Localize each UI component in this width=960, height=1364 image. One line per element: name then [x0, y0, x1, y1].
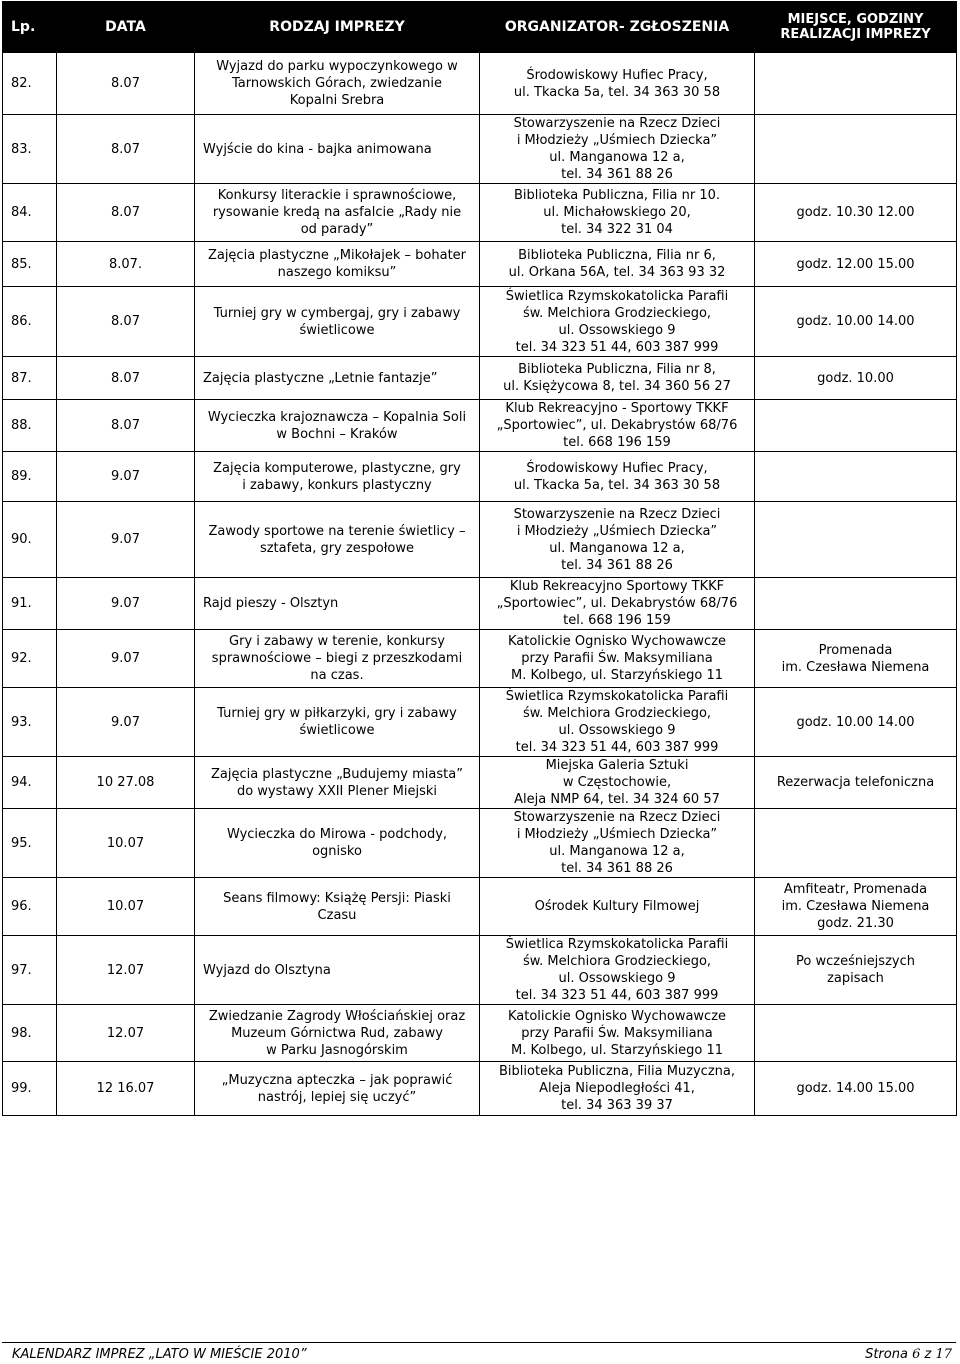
row-lp-text: 91. — [11, 596, 32, 611]
row-lp-text: 86. — [11, 314, 32, 329]
row-organizer — [480, 502, 755, 578]
row-date-text: 12.07 — [106, 1025, 145, 1041]
row-organizer — [480, 452, 755, 502]
row-lp — [3, 757, 57, 809]
row-lp — [3, 115, 57, 184]
row-place-time — [755, 809, 957, 878]
header-organizer: ORGANIZATOR- ZGŁOSZENIA — [480, 2, 755, 53]
table-row — [3, 1062, 957, 1116]
row-lp-text: 90. — [11, 532, 32, 547]
row-organizer — [480, 578, 755, 630]
row-event-type — [195, 184, 480, 242]
row-date-text: 9.07 — [111, 651, 140, 666]
row-date-text: 12.07 — [106, 962, 145, 978]
row-organizer — [480, 688, 755, 757]
row-event-type-text: Zajęcia plastyczne „Budujemy miasta” do wystawy XXII Plener Miejski — [211, 766, 463, 799]
row-organizer-text: Stowarzyszenie na Rzecz Dzieci i Młodzieży „Uśmiech Dziecka” ul. Manganowa 12 a, tel. 34 361 88 26 — [513, 810, 721, 876]
row-lp-text: 98. — [11, 1025, 32, 1041]
row-organizer-text: Katolickie Ognisko Wychowawcze przy Parafii Św. Maksymiliana M. Kolbego, ul. Starzyńskiego 11 — [507, 1008, 727, 1058]
row-lp — [3, 630, 57, 688]
page-footer — [0, 1342, 960, 1364]
row-place-time-text: godz. 14.00 15.00 — [796, 1081, 915, 1096]
row-event-type — [195, 1062, 480, 1116]
table-row — [3, 936, 957, 1005]
row-place-time — [755, 630, 957, 688]
row-date — [57, 936, 195, 1005]
table-row — [3, 757, 957, 809]
row-lp-text: 94. — [11, 775, 32, 790]
page-total: 17 — [935, 1347, 952, 1362]
row-organizer-text: Środowiskowy Hufiec Pracy, ul. Tkacka 5a, tel. 34 363 30 58 — [513, 460, 721, 493]
row-lp — [3, 357, 57, 400]
row-event-type — [195, 502, 480, 578]
table-row — [3, 452, 957, 502]
row-place-time — [755, 287, 957, 357]
row-organizer-text: Świetlica Rzymskokatolicka Parafii św. Melchiora Grodzieckiego, ul. Ossowskiego 9 tel. 34 323 51 44, 603 387 999 — [505, 288, 729, 355]
table-row — [3, 242, 957, 287]
table-row — [3, 53, 957, 115]
table-row — [3, 184, 957, 242]
row-event-type-text: Zajęcia plastyczne „Mikołajek – bohater naszego komiksu” — [207, 248, 467, 280]
row-event-type — [195, 115, 480, 184]
row-organizer — [480, 115, 755, 184]
row-lp-text: 95. — [11, 835, 32, 851]
row-event-type-text: Wyjazd do Olsztyna — [203, 962, 331, 978]
row-date-text: 8.07 — [111, 370, 140, 386]
table-row — [3, 287, 957, 357]
row-date-text: 8.07 — [111, 205, 140, 220]
row-event-type-text: Zajęcia komputerowe, plastyczne, gry i zabawy, konkurs plastyczny — [213, 460, 461, 493]
row-event-type — [195, 578, 480, 630]
row-place-time — [755, 878, 957, 936]
row-lp — [3, 688, 57, 757]
row-event-type-text: Rajd pieszy - Olsztyn — [203, 596, 339, 611]
row-organizer — [480, 757, 755, 809]
row-lp — [3, 936, 57, 1005]
row-organizer-text: Biblioteka Publiczna, Filia Muzyczna, Aleja Niepodległości 41, tel. 34 363 39 37 — [499, 1064, 735, 1113]
row-date — [57, 287, 195, 357]
row-organizer-text: Stowarzyszenie na Rzecz Dzieci i Młodzieży „Uśmiech Dziecka” ul. Manganowa 12 a, tel. 34 361 88 26 — [513, 116, 721, 182]
row-event-type-text: Turniej gry w piłkarzyki, gry i zabawy świetlicowe — [217, 706, 457, 738]
row-event-type-text: Zajęcia plastyczne „Letnie fantazje” — [203, 370, 438, 386]
row-date — [57, 809, 195, 878]
row-organizer-text: Środowiskowy Hufiec Pracy, ul. Tkacka 5a, tel. 34 363 30 58 — [513, 67, 721, 100]
row-lp-text: 82. — [11, 76, 32, 91]
row-place-time — [755, 578, 957, 630]
row-lp-text: 85. — [11, 256, 32, 272]
row-organizer — [480, 1005, 755, 1062]
row-date — [57, 452, 195, 502]
footer-divider — [2, 1342, 956, 1343]
row-place-time-text: godz. 12.00 15.00 — [796, 256, 915, 272]
row-event-type — [195, 878, 480, 936]
row-lp-text: 92. — [11, 651, 32, 666]
row-place-time — [755, 1005, 957, 1062]
row-lp — [3, 400, 57, 452]
page-current: 6 — [912, 1347, 921, 1362]
row-organizer-text: Biblioteka Publiczna, Filia nr 10. ul. Michałowskiego 20, tel. 34 322 31 04 — [513, 188, 721, 237]
row-lp-text: 96. — [11, 899, 32, 914]
row-date — [57, 400, 195, 452]
row-organizer — [480, 184, 755, 242]
row-place-time — [755, 115, 957, 184]
row-event-type-text: Turniej gry w cymbergaj, gry i zabawy świetlicowe — [213, 305, 461, 338]
row-organizer — [480, 1062, 755, 1116]
row-date-text: 9.07 — [111, 469, 140, 484]
row-lp — [3, 809, 57, 878]
row-place-time-text: Amfiteatr, Promenada im. Czesława Niemena godz. 21.30 — [781, 882, 930, 931]
row-event-type-text: Wyjście do kina - bajka animowana — [203, 141, 432, 157]
row-event-type-text: Zawody sportowe na terenie świetlicy – sztafeta, gry zespołowe — [208, 523, 466, 556]
row-organizer-text: Katolickie Ognisko Wychowawcze przy Parafii Św. Maksymiliana M. Kolbego, ul. Starzyńskiego 11 — [507, 634, 727, 683]
row-date-text: 9.07 — [111, 596, 140, 611]
row-place-time-text: Po wcześniejszych zapisach — [796, 954, 915, 986]
table-row — [3, 357, 957, 400]
row-place-time — [755, 242, 957, 287]
header-place-time: MIEJSCE, GODZINY REALIZACJI IMPREZY — [755, 2, 957, 53]
row-date-text: 12 16.07 — [96, 1081, 155, 1096]
row-place-time-text: godz. 10.00 — [817, 370, 894, 386]
row-place-time — [755, 400, 957, 452]
row-date — [57, 53, 195, 115]
row-event-type — [195, 809, 480, 878]
row-event-type — [195, 287, 480, 357]
row-lp — [3, 184, 57, 242]
row-lp-text: 93. — [11, 714, 32, 730]
row-organizer-text: Klub Rekreacyjno - Sportowy TKKF „Sportowiec”, ul. Dekabrystów 68/76 tel. 668 196 159 — [496, 401, 738, 450]
row-event-type — [195, 357, 480, 400]
row-lp — [3, 578, 57, 630]
row-place-time — [755, 452, 957, 502]
table-row — [3, 578, 957, 630]
table-row — [3, 502, 957, 578]
page-number — [865, 1347, 952, 1362]
row-date — [57, 578, 195, 630]
row-event-type-text: Seans filmowy: Książę Persji: Piaski Czasu — [223, 890, 451, 923]
row-place-time — [755, 184, 957, 242]
page-word: Strona — [865, 1347, 908, 1362]
row-place-time — [755, 1062, 957, 1116]
row-event-type-text: Wycieczka krajoznawcza – Kopalnia Soli w Bochni – Kraków — [207, 409, 467, 442]
events-table — [2, 1, 957, 1116]
row-date — [57, 242, 195, 287]
row-organizer — [480, 287, 755, 357]
table-row — [3, 630, 957, 688]
row-place-time — [755, 757, 957, 809]
row-date-text: 8.07 — [111, 314, 140, 329]
row-date — [57, 502, 195, 578]
row-organizer-text: Ośrodek Kultury Filmowej — [534, 899, 700, 914]
row-date — [57, 878, 195, 936]
row-organizer — [480, 53, 755, 115]
header-lp: Lp. — [3, 2, 57, 53]
row-organizer-text: Świetlica Rzymskokatolicka Parafii św. Melchiora Grodzieckiego, ul. Ossowskiego 9 tel. 34 323 51 44, 603 387 999 — [505, 689, 729, 755]
row-lp — [3, 242, 57, 287]
row-organizer-text: Miejska Galeria Sztuki w Częstochowie, Aleja NMP 64, tel. 34 324 60 57 — [514, 758, 720, 807]
row-organizer — [480, 878, 755, 936]
row-place-time-text: Promenada im. Czesława Niemena — [781, 642, 930, 675]
row-event-type-text: Wyjazd do parku wypoczynkowego w Tarnowskich Górach, zwiedzanie Kopalni Srebra — [216, 59, 458, 108]
row-lp — [3, 1005, 57, 1062]
row-date-text: 10 27.08 — [96, 775, 155, 790]
row-event-type-text: Konkursy literackie i sprawnościowe, rysowanie kredą na asfalcie „Rady nie od parady” — [212, 188, 462, 237]
row-date-text: 8.07 — [111, 76, 140, 91]
row-lp — [3, 502, 57, 578]
row-lp — [3, 287, 57, 357]
row-lp-text: 89. — [11, 469, 32, 484]
row-event-type — [195, 757, 480, 809]
row-lp — [3, 1062, 57, 1116]
row-event-type-text: Zwiedzanie Zagrody Włościańskiej oraz Muzeum Górnictwa Rud, zabawy w Parku Jasnogórskim — [208, 1008, 466, 1058]
header-date: DATA — [57, 2, 195, 53]
footer-title: KALENDARZ IMPREZ „LATO W MIEŚCIE 2010” — [12, 1347, 307, 1362]
row-event-type-text: Wycieczka do Mirowa - podchody, ognisko — [226, 827, 448, 859]
row-place-time — [755, 936, 957, 1005]
table-row — [3, 115, 957, 184]
page-sep: z — [924, 1347, 932, 1362]
row-date — [57, 357, 195, 400]
row-event-type — [195, 1005, 480, 1062]
table-row — [3, 878, 957, 936]
table-row — [3, 400, 957, 452]
row-event-type — [195, 53, 480, 115]
row-event-type — [195, 400, 480, 452]
row-place-time-text: godz. 10.30 12.00 — [796, 205, 915, 220]
row-lp-text: 83. — [11, 141, 32, 157]
row-place-time-text: Rezerwacja telefoniczna — [776, 775, 935, 790]
row-organizer-text: Klub Rekreacyjno Sportowy TKKF „Sportowiec”, ul. Dekabrystów 68/76 tel. 668 196 159 — [496, 579, 738, 628]
row-place-time — [755, 357, 957, 400]
row-organizer — [480, 242, 755, 287]
row-date — [57, 115, 195, 184]
row-date — [57, 184, 195, 242]
row-lp — [3, 452, 57, 502]
row-date-text: 9.07 — [111, 714, 140, 730]
row-date-text: 8.07 — [111, 418, 140, 433]
row-date — [57, 757, 195, 809]
row-lp-text: 97. — [11, 962, 32, 978]
row-date-text: 8.07. — [108, 256, 143, 272]
row-date-text: 8.07 — [111, 141, 140, 157]
row-lp-text: 88. — [11, 418, 32, 433]
row-event-type — [195, 452, 480, 502]
row-place-time-text: godz. 10.00 14.00 — [796, 314, 915, 329]
row-place-time-text: godz. 10.00 14.00 — [796, 714, 915, 730]
table-row — [3, 809, 957, 878]
row-organizer — [480, 400, 755, 452]
row-organizer-text: Stowarzyszenie na Rzecz Dzieci i Młodzieży „Uśmiech Dziecka” ul. Manganowa 12 a, tel. 34 361 88 26 — [513, 506, 721, 573]
row-organizer-text: Biblioteka Publiczna, Filia nr 6, ul. Orkana 56A, tel. 34 363 93 32 — [508, 248, 726, 280]
header-event-type: RODZAJ IMPREZY — [195, 2, 480, 53]
row-date-text: 10.07 — [106, 835, 145, 851]
row-date — [57, 630, 195, 688]
row-lp — [3, 878, 57, 936]
row-place-time — [755, 53, 957, 115]
row-event-type — [195, 936, 480, 1005]
row-event-type — [195, 630, 480, 688]
row-lp-text: 84. — [11, 205, 32, 220]
row-organizer — [480, 809, 755, 878]
row-lp — [3, 53, 57, 115]
table-body — [3, 53, 957, 1116]
row-date — [57, 688, 195, 757]
row-place-time — [755, 502, 957, 578]
row-organizer-text: Biblioteka Publiczna, Filia nr 8, ul. Księżycowa 8, tel. 34 360 56 27 — [503, 362, 731, 394]
row-event-type — [195, 688, 480, 757]
row-date — [57, 1062, 195, 1116]
row-event-type — [195, 242, 480, 287]
row-date-text: 10.07 — [106, 899, 145, 914]
row-organizer — [480, 357, 755, 400]
table-header-row — [3, 2, 957, 53]
row-lp-text: 99. — [11, 1081, 32, 1096]
row-lp-text: 87. — [11, 370, 32, 386]
row-organizer — [480, 936, 755, 1005]
row-organizer-text: Świetlica Rzymskokatolicka Parafii św. Melchiora Grodzieckiego, ul. Ossowskiego 9 tel. 34 323 51 44, 603 387 999 — [505, 937, 729, 1003]
row-date-text: 9.07 — [111, 532, 140, 547]
table-row — [3, 688, 957, 757]
row-event-type-text: Gry i zabawy w terenie, konkursy sprawnościowe – biegi z przeszkodami na czas. — [211, 634, 463, 683]
row-date — [57, 1005, 195, 1062]
row-place-time — [755, 688, 957, 757]
table-row — [3, 1005, 957, 1062]
row-event-type-text: „Muzyczna apteczka – jak poprawić nastrój, lepiej się uczyć” — [221, 1072, 453, 1105]
row-organizer — [480, 630, 755, 688]
